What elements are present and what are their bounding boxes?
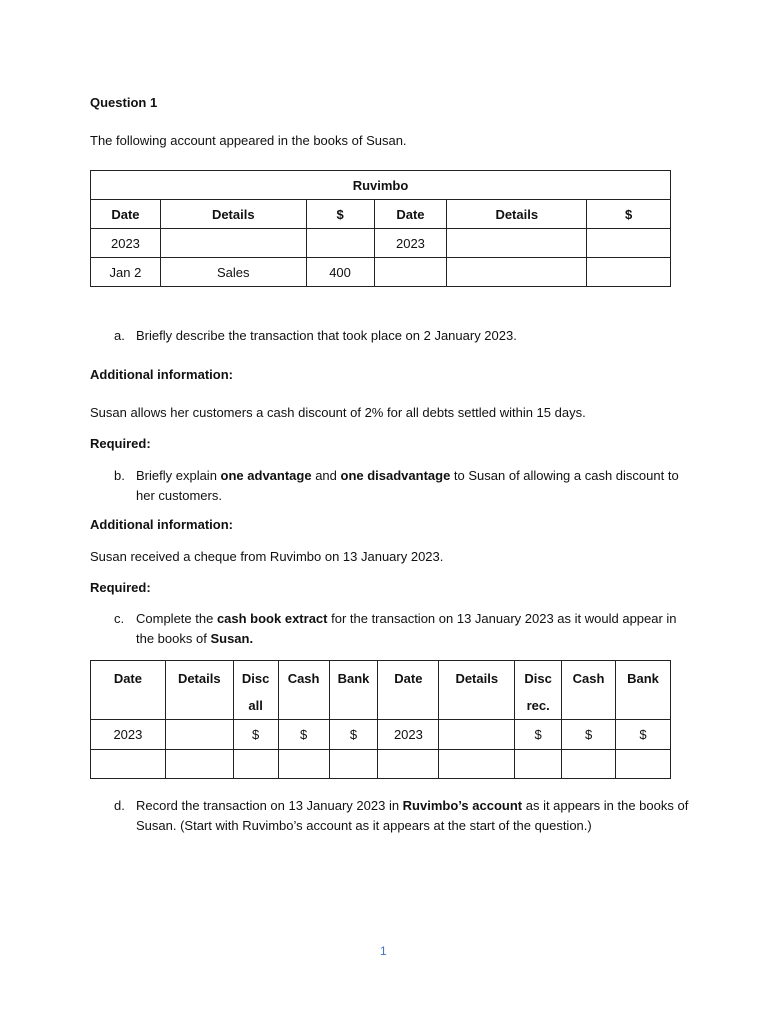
table-row bbox=[91, 229, 671, 258]
ledger-header-date: Date bbox=[374, 200, 447, 229]
table-cell: 2023 bbox=[91, 229, 161, 258]
emphasis: one advantage bbox=[220, 468, 312, 483]
table-row bbox=[91, 750, 671, 779]
page-number: 1 bbox=[380, 944, 387, 958]
list-marker: b. bbox=[114, 468, 125, 483]
table-cell bbox=[91, 750, 166, 779]
cashbook-header-date: Date bbox=[91, 661, 166, 720]
cashbook-header-cash: Cash bbox=[278, 661, 329, 720]
table-cell: $ bbox=[515, 720, 562, 750]
emphasis: Ruvimbo’s account bbox=[402, 798, 523, 813]
additional-info-heading: Additional information: bbox=[90, 367, 233, 382]
required-heading: Required: bbox=[90, 436, 151, 451]
item-d-text: Record the transaction on 13 January 2023 in Ruvimbo’s account as it appears in the books of Susan. (Start with Ruvimbo’s account as it appears at the start of the question.) bbox=[136, 798, 689, 833]
additional-info-text: Susan allows her customers a cash discount of 2% for all debts settled within 15 days. bbox=[90, 405, 586, 420]
table-cell: $ bbox=[329, 720, 378, 750]
item-a-text: Briefly describe the transaction that took place on 2 January 2023. bbox=[136, 328, 517, 343]
ledger-header-amount: $ bbox=[306, 200, 374, 229]
table-cell: Sales bbox=[160, 258, 306, 287]
table-cell bbox=[439, 750, 515, 779]
ledger-header-amount: $ bbox=[587, 200, 671, 229]
cashbook-header-details: Details bbox=[439, 661, 515, 720]
table-cell bbox=[439, 720, 515, 750]
list-marker: d. bbox=[114, 798, 125, 813]
table-cell bbox=[562, 750, 616, 779]
table-cell bbox=[378, 750, 439, 779]
ledger-title: Ruvimbo bbox=[91, 171, 671, 200]
ruvimbo-ledger-table bbox=[90, 170, 671, 287]
table-cell bbox=[165, 750, 233, 779]
table-row bbox=[91, 720, 671, 750]
intro-text: The following account appeared in the books of Susan. bbox=[90, 133, 407, 148]
list-marker: a. bbox=[114, 328, 125, 343]
table-cell bbox=[329, 750, 378, 779]
table-cell bbox=[515, 750, 562, 779]
table-cell bbox=[616, 750, 671, 779]
cashbook-header-details: Details bbox=[165, 661, 233, 720]
table-cell: 2023 bbox=[374, 229, 447, 258]
item-c-text: Complete the cash book extract for the transaction on 13 January 2023 as it would appear in the books of Susan. bbox=[136, 611, 677, 646]
table-cell bbox=[587, 258, 671, 287]
cashbook-header-discount-received: Disc rec. bbox=[515, 661, 562, 720]
table-cell bbox=[447, 258, 587, 287]
question-title: Question 1 bbox=[90, 95, 158, 110]
question-item-c bbox=[114, 609, 684, 649]
table-cell: 400 bbox=[306, 258, 374, 287]
list-marker: c. bbox=[114, 611, 125, 626]
cashbook-header-cash: Cash bbox=[562, 661, 616, 720]
cash-book-extract-table bbox=[90, 660, 671, 779]
emphasis: cash book extract bbox=[216, 611, 328, 626]
table-cell: $ bbox=[233, 720, 278, 750]
additional-info-text: Susan received a cheque from Ruvimbo on 13 January 2023. bbox=[90, 549, 444, 564]
table-cell bbox=[306, 229, 374, 258]
table-cell bbox=[447, 229, 587, 258]
ledger-header-details: Details bbox=[160, 200, 306, 229]
table-cell: $ bbox=[278, 720, 329, 750]
table-cell: 2023 bbox=[91, 720, 166, 750]
table-cell bbox=[165, 720, 233, 750]
table-cell: $ bbox=[616, 720, 671, 750]
table-cell bbox=[278, 750, 329, 779]
table-cell bbox=[587, 229, 671, 258]
cashbook-header-date: Date bbox=[378, 661, 439, 720]
table-row bbox=[91, 258, 671, 287]
question-item-b bbox=[114, 466, 684, 506]
table-cell: $ bbox=[562, 720, 616, 750]
item-b-text: Briefly explain one advantage and one disadvantage to Susan of allowing a cash discount to her customers. bbox=[136, 468, 679, 503]
table-cell: 2023 bbox=[378, 720, 439, 750]
emphasis: one disadvantage bbox=[340, 468, 451, 483]
ledger-header-date: Date bbox=[91, 200, 161, 229]
table-cell bbox=[160, 229, 306, 258]
cashbook-header-discount-allowed: Disc all bbox=[233, 661, 278, 720]
cashbook-header-bank: Bank bbox=[329, 661, 378, 720]
emphasis: Susan. bbox=[210, 631, 254, 646]
question-item-d bbox=[114, 796, 694, 836]
cashbook-header-bank: Bank bbox=[616, 661, 671, 720]
question-item-a bbox=[114, 326, 684, 346]
additional-info-heading: Additional information: bbox=[90, 517, 233, 532]
ledger-header-details: Details bbox=[447, 200, 587, 229]
table-cell: Jan 2 bbox=[91, 258, 161, 287]
table-cell bbox=[374, 258, 447, 287]
table-cell bbox=[233, 750, 278, 779]
required-heading: Required: bbox=[90, 580, 151, 595]
